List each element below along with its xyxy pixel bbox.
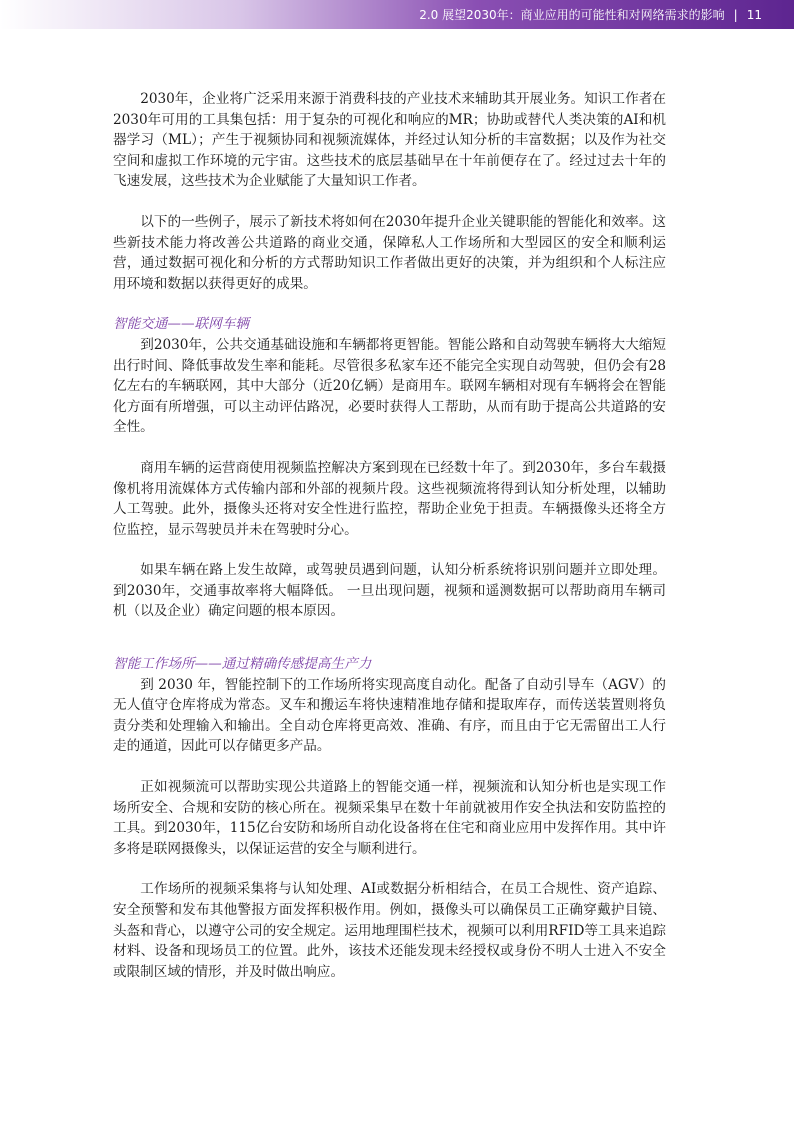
main-content xyxy=(113,89,666,982)
paragraph: 如果车辆在路上发生故障，或驾驶员遇到问题，认知分析系统将识别问题并立即处理。到2030年，交通事故率将大幅降低。 一旦出现问题，视频和遥测数据可以帮助商用车辆司机（以及企业）确定问题的根本原因。 xyxy=(113,562,666,620)
paragraph: 2030年，企业将广泛采用来源于消费科技的产业技术来辅助其开展业务。知识工作者在2030年可用的工具集包括：用于复杂的可视化和响应的MR；协助或替代人类决策的AI和机器学习（ML）；产生于视频协同和视频流媒体，并经过认知分析的丰富数据；以及作为社交空间和虚拟工作环境的元宇宙。这些技术的底层基础早在十年前便存在了。经过过去十年的飞速发展，这些技术为企业赋能了大量知识工作者。 xyxy=(113,91,666,190)
paragraph: 到 2030 年，智能控制下的工作场所将实现高度自动化。配备了自动引导车（AGV）的无人值守仓库将成为常态。叉车和搬运车将快速精准地存储和提取库存，而传送装置则将负责分类和处理输入和输出。全自动仓库将更高效、准确、有序，而且由于它无需留出工人行走的通道，因此可以存储更多产品。 xyxy=(113,676,666,755)
page-header xyxy=(0,0,794,29)
paragraph: 正如视频流可以帮助实现公共道路上的智能交通一样，视频流和认知分析也是实现工作场所安全、合规和安防的核心所在。视频采集早在数十年前就被用作安全执法和安防监控的工具。到2030年，115亿台安防和场所自动化设备将在住宅和商业应用中发挥作用。其中许多将是联网摄像头，以保证运营的安全与顺利进行。 xyxy=(113,779,666,857)
paragraph: 到2030年，公共交通基础设施和车辆都将更智能。智能公路和自动驾驶车辆将大大缩短出行时间、降低事故发生率和能耗。尽管很多私家车还不能完全实现自动驾驶，但仍会有28亿左右的车辆联网，其中大部分（近20亿辆）是商用车。联网车辆相对现有车辆将会在智能化方面有所增强，可以主动评估路况，必要时获得人工帮助，从而有助于提高公共道路的安全性。 xyxy=(113,336,666,436)
section-heading-smart-transport: 智能交通——联网车辆 xyxy=(113,316,249,333)
paragraph: 工作场所的视频采集将与认知处理、AI或数据分析相结合，在员工合规性、资产追踪、安全预警和发布其他警报方面发挥积极作用。例如，摄像头可以确保员工正确穿戴护目镜、头盔和背心，以遵守公司的安全规定。运用地理围栏技术，视频可以利用RFID等工具来追踪材料、设备和现场员工的位置。此外，该技术还能发现未经授权或身份不明人士进入不安全或限制区域的情形，并及时做出响应。 xyxy=(113,881,666,980)
paragraph: 商用车辆的运营商使用视频监控解决方案到现在已经数十年了。到2030年，多台车载摄像机将用流媒体方式传输内部和外部的视频片段。这些视频流将得到认知分析处理，以辅助人工驾驶。此外，摄像头还将对安全性进行监控，帮助企业免于担责。车辆摄像头还将全方位监控，显示驾驶员并未在驾驶时分心。 xyxy=(113,459,666,538)
page-number: 11 xyxy=(746,7,762,22)
section-heading-smart-workplace: 智能工作场所——通过精确传感提高生产力 xyxy=(113,656,372,673)
paragraph: 以下的一些例子，展示了新技术将如何在2030年提升企业关键职能的智能化和效率。这些新技术能力将改善公共道路的商业交通，保障私人工作场所和大型园区的安全和顺利运营，通过数据可视化和分析的方式帮助知识工作者做出更好的决策，并为组织和个人标注应用环境和数据以获得更好的成果。 xyxy=(113,213,666,292)
header-separator: | xyxy=(733,7,738,22)
header-title: 2.0 展望2030年：商业应用的可能性和对网络需求的影响 xyxy=(419,8,725,22)
